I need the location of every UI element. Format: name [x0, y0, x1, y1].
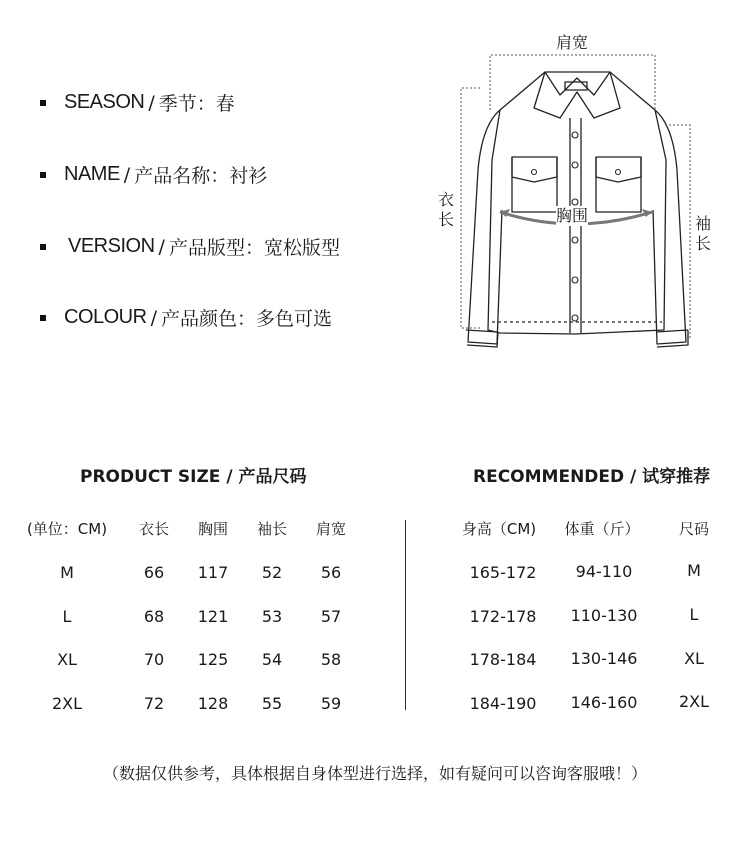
spec-key-en: SEASON: [64, 91, 145, 113]
size-header-length: 衣长: [138, 520, 170, 538]
spec-colour: [40, 304, 332, 331]
spec-key-cn: 产品名称: [134, 165, 211, 187]
shirt-collar: [545, 72, 610, 95]
spec-colon: ：: [244, 237, 264, 259]
spec-key-cn: 季节: [158, 93, 197, 115]
spec-value: 衬衫: [229, 165, 268, 187]
right-sleeve: [653, 110, 686, 344]
footnote: （数据仅供参考，具体根据自身体型进行选择，如有疑问可以咨询客服哦！）: [102, 764, 647, 783]
chest-label: 胸围: [556, 206, 589, 225]
spec-version: [40, 233, 340, 260]
sleeve-label: 袖 长: [694, 214, 711, 253]
right-pocket: [596, 157, 641, 212]
spec-value: 春: [215, 93, 235, 115]
spec-separator: /: [150, 306, 157, 329]
recommend-header-height: 身高（CM): [461, 520, 537, 538]
spec-key-en: NAME: [64, 163, 120, 185]
spec-key-cn: 产品版型: [168, 237, 245, 259]
spec-colon: ：: [210, 165, 230, 187]
size-header-sleeve: 袖长: [256, 520, 288, 538]
recommend-header-weight: 体重（斤）: [564, 520, 640, 538]
spec-colon: ：: [196, 93, 216, 115]
spec-separator: /: [123, 163, 131, 186]
left-sleeve: [468, 110, 502, 344]
left-pocket: [512, 157, 557, 212]
recommend-table-title: RECOMMENDED / 试穿推荐: [473, 467, 711, 487]
size-header-chest: 胸围: [197, 520, 229, 538]
shirt-measurement-diagram: [440, 30, 740, 370]
spec-season: [40, 89, 235, 116]
spec-colon: ：: [237, 308, 257, 330]
length-label: 衣 长: [437, 190, 454, 229]
size-table-title: PRODUCT SIZE / 产品尺码: [80, 467, 307, 487]
spec-key-en: VERSION: [68, 235, 155, 257]
sleeve-guide: [665, 125, 690, 340]
spec-value: 宽松版型: [263, 237, 340, 259]
shoulder-label: 肩宽: [556, 33, 589, 52]
spec-name: [40, 161, 267, 188]
spec-key-en: COLOUR: [64, 306, 147, 328]
bullet-square-icon: [40, 244, 46, 250]
spec-separator: /: [148, 91, 155, 114]
spec-value: 多色可选: [256, 308, 333, 330]
table-divider: [405, 520, 406, 710]
spec-key-cn: 产品颜色: [160, 308, 237, 330]
size-header-shoulder: 肩宽: [315, 520, 347, 538]
spec-separator: /: [158, 235, 165, 258]
recommend-header-size: 尺码: [678, 520, 710, 538]
bullet-square-icon: [40, 315, 46, 321]
size-header-unit: (单位：CM): [26, 520, 108, 538]
bullet-square-icon: [40, 172, 46, 178]
bullet-square-icon: [40, 100, 46, 106]
